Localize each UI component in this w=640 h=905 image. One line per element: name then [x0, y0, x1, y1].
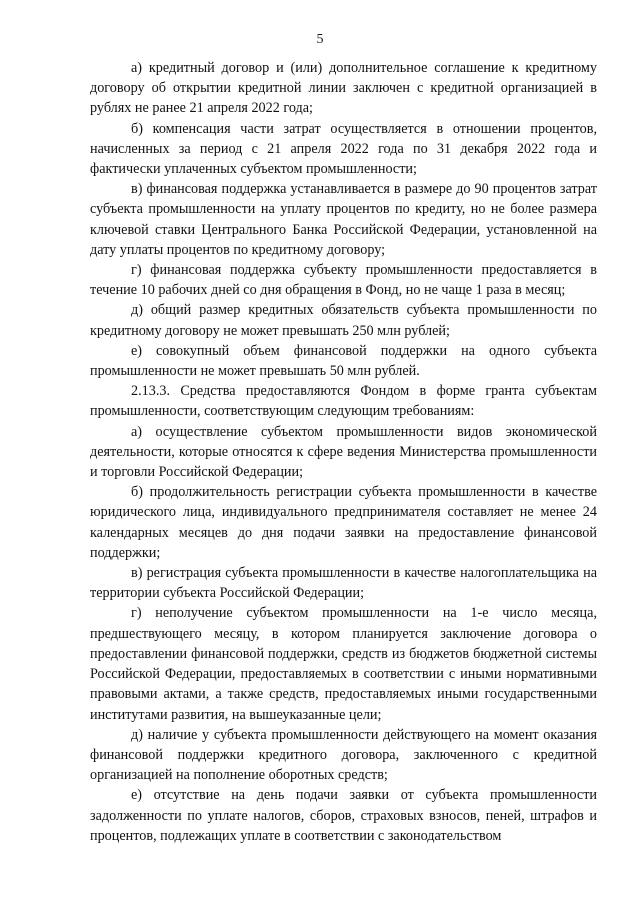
paragraph-compensation-period: б) компенсация части затрат осуществляется в отношении процентов, начисленных за период с 21 апреля 2022 года по 31 декабря 2022 года и фактически уплаченных субъектом промышленности; [90, 120, 597, 178]
paragraph-tax-registration: в) регистрация субъекта промышленности в качестве налогоплательщика на территории субъекта Российской Федерации; [90, 565, 597, 602]
paragraph-active-credit: д) наличие у субъекта промышленности действующего на момент оказания финансовой поддержки кредитного договора, заключенного с кредитной организацией на пополнение оборотных средств; [90, 726, 597, 784]
paragraph-credit-agreement: а) кредитный договор и (или) дополнительное соглашение к кредитному договору об открытии кредитной линии заключен с кредитной организацией в рублях не ранее 21 апреля 2022 года; [90, 60, 597, 117]
document-body [90, 58, 597, 846]
paragraph-no-tax-debt: е) отсутствие на день подачи заявки от субъекта промышленности задолженности по уплате налогов, сборов, страховых взносов, пеней, штрафов и процентов, подлежащих уплате в соответствии с законодательством [90, 787, 597, 844]
paragraph-section-2-13-3: 2.13.3. Средства предоставляются Фондом в форме гранта субъектам промышленности, соответствующим следующим требованиям: [90, 383, 597, 420]
page-number: 5 [316, 32, 324, 47]
paragraph-support-timing: г) финансовая поддержка субъекту промышленности предоставляется в течение 10 рабочих дней со дня обращения в Фонд, но не чаще 1 раза в месяц; [90, 262, 597, 299]
paragraph-support-amount: в) финансовая поддержка устанавливается в размере до 90 процентов затрат субъекта промышленности на уплату процентов по кредиту, но не более размера ключевой ставки Центрального Банка Российской Федерации, установленной на дату уплаты процентов по кредитному договору; [90, 181, 597, 258]
paragraph-total-support-limit: е) совокупный объем финансовой поддержки на одного субъекта промышленности не может превышать 50 млн рублей. [90, 342, 597, 380]
paragraph-activity-requirement: а) осуществление субъектом промышленности видов экономической деятельности, которые относятся к сфере ведения Министерства промышленности и торговли Российской Федерации; [90, 423, 597, 481]
paragraph-registration-duration: б) продолжительность регистрации субъекта промышленности в качестве юридического лица, индивидуального предпринимателя составляет не менее 24 календарных месяцев до дня подачи заявки на предоставление финансовой поддержки; [90, 484, 597, 561]
paragraph-no-other-funding: г) неполучение субъектом промышленности на 1-е число месяца, предшествующего месяцу, в котором планируется заключение договора о предоставлении финансовой поддержки, средств из бюджетов бюджетной системы Российской Федерации, предоставляемых в соответствии с иными нормативными правовыми актами, а также средств, предоставляемых иными государственными институтами развития, на вышеуказанные цели; [90, 605, 597, 723]
paragraph-credit-limit: д) общий размер кредитных обязательств субъекта промышленности по кредитному договору не может превышать 250 млн рублей; [90, 302, 597, 339]
